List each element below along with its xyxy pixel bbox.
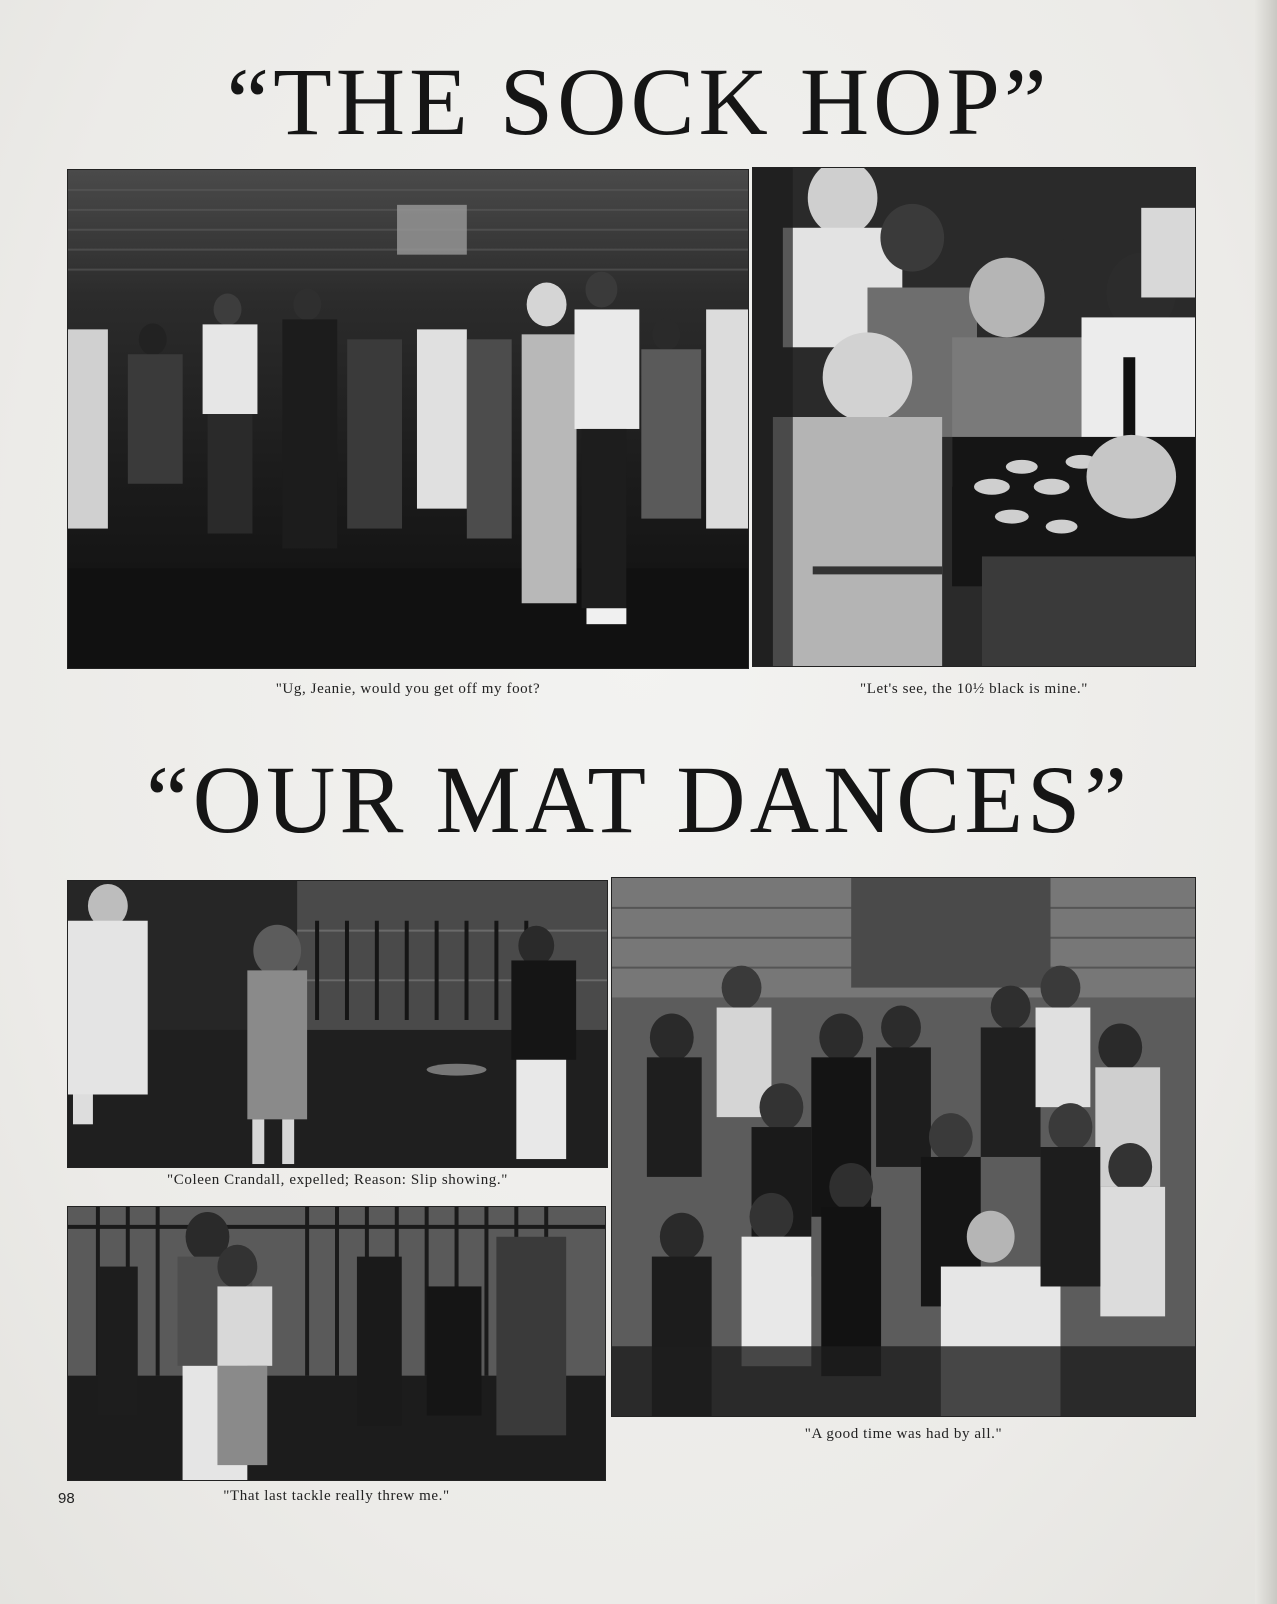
sock-hop-title: “THE SOCK HOP”: [226, 48, 1051, 155]
mat-dances-photo-tackle: [67, 1206, 606, 1481]
mat-dances-photo-crowd: [611, 877, 1196, 1417]
caption-photo-2: "Let's see, the 10½ black is mine.": [860, 681, 1088, 697]
page-number: 98: [58, 1490, 75, 1507]
caption-photo-3: "Coleen Crandall, expelled; Reason: Slip showing.": [167, 1172, 508, 1188]
sock-hop-photo-dance-floor: [67, 169, 749, 669]
caption-photo-5: "A good time was had by all.": [804, 1426, 1003, 1442]
mat-dances-photo-coleen: [67, 880, 608, 1168]
mat-dances-title: “OUR MAT DANCES”: [146, 746, 1131, 853]
caption-photo-1: "Ug, Jeanie, would you get off my foot?: [275, 681, 541, 697]
sock-hop-photo-shoes: [752, 167, 1196, 667]
caption-photo-4: "That last tackle really threw me.": [223, 1488, 450, 1504]
